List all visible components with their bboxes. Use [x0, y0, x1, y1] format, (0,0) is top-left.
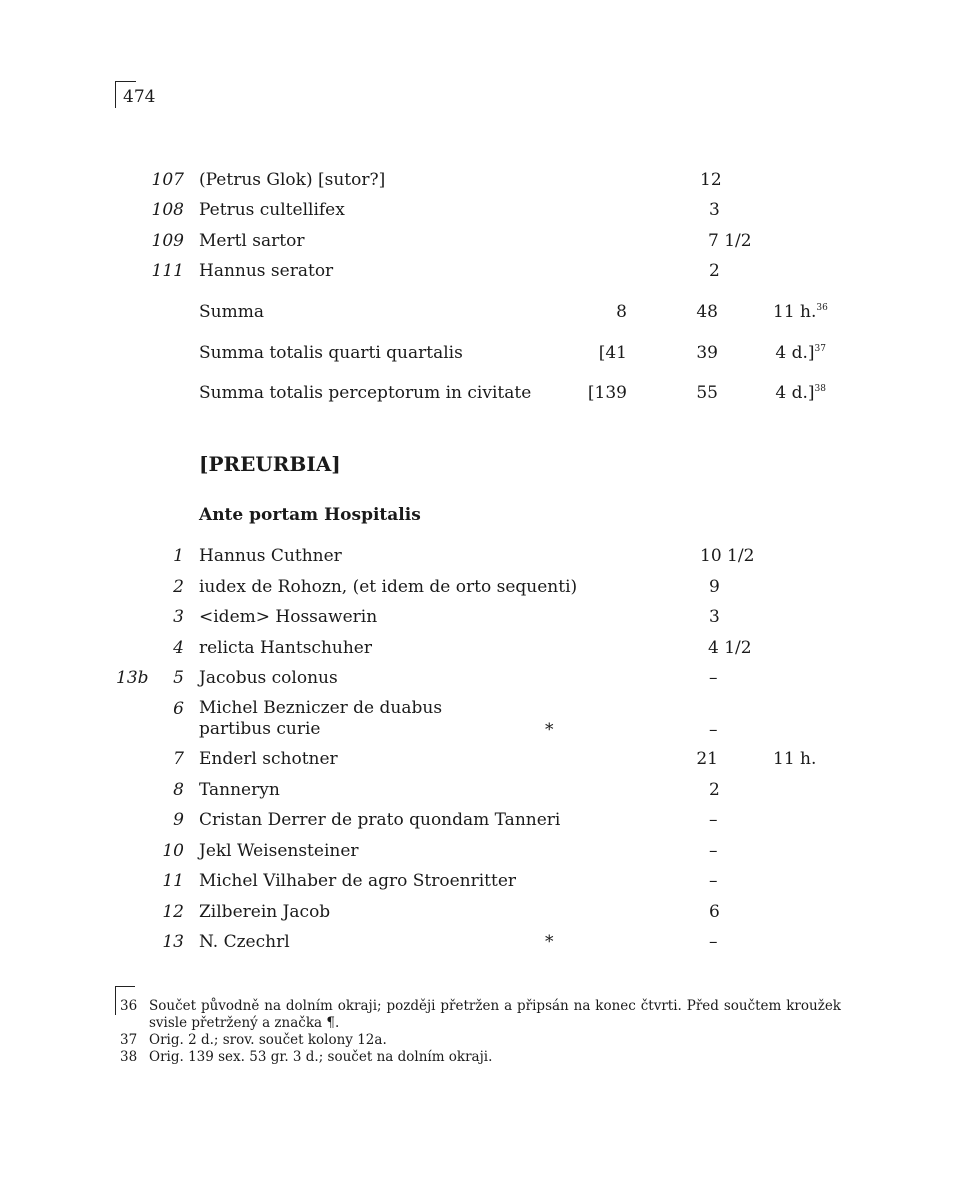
entry-name: relicta Hantschuher — [199, 638, 372, 658]
footnote-number: 37 — [120, 1032, 138, 1048]
footnote-number: 38 — [120, 1049, 138, 1065]
summa-totalis-civitate-c2: 55 — [696, 383, 718, 403]
entry-name: iudex de Rohozn, (et idem de orto sequenti) — [199, 577, 578, 597]
entry-number: 7 — [173, 749, 184, 769]
entry-name: Mertl sartor — [199, 231, 305, 251]
entry-value: 4 1/2 — [708, 638, 752, 658]
entry-number: 5 — [173, 668, 184, 688]
footnote-ref: 36 — [816, 303, 828, 313]
entry-value: 21 — [696, 749, 718, 769]
entry-value: 6 — [709, 902, 720, 922]
summa-totalis-civitate-label: Summa totalis perceptorum in civitate — [199, 383, 532, 403]
entry-number: 108 — [151, 200, 184, 220]
margin-folio: 13b — [116, 668, 149, 688]
entry-name: <idem> Hossawerin — [199, 607, 378, 627]
entry-row — [0, 901, 960, 931]
summa-totalis-quarti-row — [0, 342, 960, 372]
section-title: [PREURBIA] — [199, 452, 341, 476]
entry-value: – — [709, 668, 718, 688]
summa-label: Summa — [199, 302, 264, 322]
entry-name: Hannus serator — [199, 261, 334, 281]
entry-name: Michel Vilhaber de agro Stroenritter — [199, 871, 517, 891]
entry-value: 3 — [709, 607, 720, 627]
entry-number: 12 — [162, 902, 184, 922]
entry-name: Hannus Cuthner — [199, 546, 342, 566]
entry-value: – — [709, 841, 718, 861]
entry-value: 9 — [709, 577, 720, 597]
entry-row — [0, 260, 960, 290]
entry-value: 7 1/2 — [708, 231, 752, 251]
summa-row — [0, 301, 960, 331]
entry-value: – — [709, 871, 718, 891]
footnote-number: 36 — [120, 998, 138, 1014]
entry-number: 6 — [173, 699, 184, 719]
entry-name-continued: partibus curie — [199, 719, 321, 739]
entry-value: 12 — [700, 170, 722, 190]
summa-totalis-civitate-row — [0, 382, 960, 412]
summa-totalis-civitate-c3: 4 d.]$^{38}$ — [775, 383, 826, 403]
entry-number: 11 — [162, 871, 184, 891]
entry-number: 9 — [173, 810, 184, 830]
entry-name: Jacobus colonus — [199, 668, 338, 688]
footnote-ref: 38 — [814, 384, 826, 394]
summa-c2: 48 — [696, 302, 718, 322]
entry-row — [0, 637, 960, 667]
entry-name: Enderl schotner — [199, 749, 338, 769]
entry-number: 107 — [151, 170, 184, 190]
footnote-text: Orig. 139 sex. 53 gr. 3 d.; součet na dolním okraji. — [149, 1049, 493, 1065]
entry-row — [0, 576, 960, 606]
entry-name: Tanneryn — [199, 780, 280, 800]
entry-row — [0, 748, 960, 778]
entry-value: 2 — [709, 261, 720, 281]
entry-number: 13 — [162, 932, 184, 952]
entry-row — [0, 870, 960, 900]
entry-extra: 11 h. — [773, 749, 817, 769]
summa-totalis-civitate-c1: [139 — [587, 383, 627, 403]
entry-row — [0, 230, 960, 260]
asterisk-mark: * — [545, 932, 554, 952]
footnote-ref: 37 — [814, 344, 826, 354]
footnote-text: Součet původně na dolním okraji; později přetržen a připsán na konec čtvrti. Před součtem kroužek svisle přetržený a značka ¶. — [149, 998, 841, 1031]
entry-number: 1 — [173, 546, 184, 566]
entry-value: – — [709, 810, 718, 830]
summa-c3: 11 h.$^{36}$ — [773, 302, 828, 322]
entry-name: Michel Bezniczer de duabus — [199, 698, 443, 718]
asterisk-mark: * — [545, 720, 554, 740]
entry-value: 3 — [709, 200, 720, 220]
summa-totalis-quarti-label: Summa totalis quarti quartalis — [199, 343, 463, 363]
summa-c1: 8 — [616, 302, 627, 322]
entry-name: (Petrus Glok) [sutor?] — [199, 170, 386, 190]
entry-row — [0, 667, 960, 697]
entry-value: – — [709, 720, 718, 740]
entry-row — [0, 545, 960, 575]
entry-row — [0, 698, 960, 740]
entry-name: Jekl Weisensteiner — [199, 841, 359, 861]
entry-number: 4 — [173, 638, 184, 658]
entry-row — [0, 840, 960, 870]
summa-totalis-quarti-c2: 39 — [696, 343, 718, 363]
entry-name: Cristan Derrer de prato quondam Tanneri — [199, 810, 561, 830]
entry-row — [0, 809, 960, 839]
entry-value: 2 — [709, 780, 720, 800]
entry-row — [0, 169, 960, 199]
entry-value: 10 1/2 — [700, 546, 755, 566]
entry-number: 8 — [173, 780, 184, 800]
footnote-text: Orig. 2 d.; srov. součet kolony 12a. — [149, 1032, 387, 1048]
entry-value: – — [709, 932, 718, 952]
entry-row — [0, 199, 960, 229]
entry-number: 111 — [151, 261, 184, 281]
entry-number: 10 — [162, 841, 184, 861]
entry-number: 109 — [151, 231, 184, 251]
summa-totalis-quarti-c3: 4 d.]$^{37}$ — [775, 343, 826, 363]
page-number: 474 — [123, 87, 156, 107]
entry-row — [0, 779, 960, 809]
subsection-title: Ante portam Hospitalis — [199, 505, 421, 525]
entry-number: 3 — [173, 607, 184, 627]
entry-row — [0, 606, 960, 636]
summa-totalis-quarti-c1: [41 — [598, 343, 627, 363]
entry-row — [0, 931, 960, 961]
entry-number: 2 — [173, 577, 184, 597]
entry-name: N. Czechrl — [199, 932, 290, 952]
entry-name: Zilberein Jacob — [199, 902, 331, 922]
entry-name: Petrus cultellifex — [199, 200, 345, 220]
